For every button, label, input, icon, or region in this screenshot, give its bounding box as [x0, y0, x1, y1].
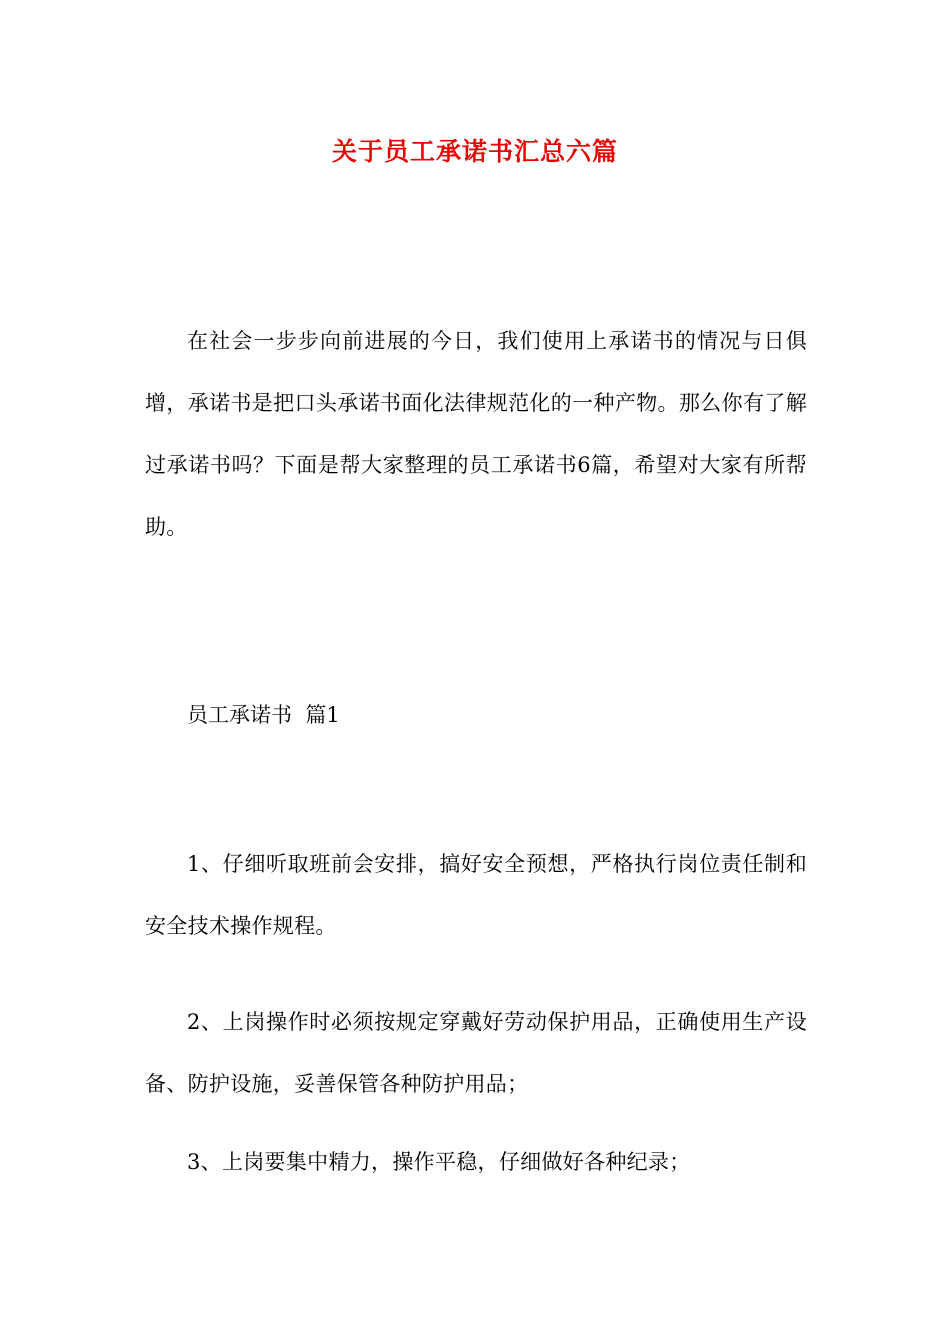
document-title: 关于员工承诺书汇总六篇	[331, 137, 618, 166]
list-item: 1、仔细听取班前会安排，搞好安全预想，严格执行岗位责任制和安全技术操作规程。	[145, 852, 807, 938]
list-item: 2、上岗操作时必须按规定穿戴好劳动保护用品，正确使用生产设备、防护设施，妥善保管各种防护用品；	[145, 1010, 807, 1096]
intro-paragraph: 在社会一步步向前进展的今日，我们使用上承诺书的情况与日俱增，承诺书是把口头承诺书面化法律规范化的一种产物。那么你有了解过承诺书吗？下面是帮大家整理的员工承诺书6篇，希望对大家有所帮助。	[145, 329, 807, 539]
list-item: 3、上岗要集中精力，操作平稳，仔细做好各种纪录；	[187, 1150, 691, 1174]
section-heading: 员工承诺书 篇1	[187, 703, 340, 727]
